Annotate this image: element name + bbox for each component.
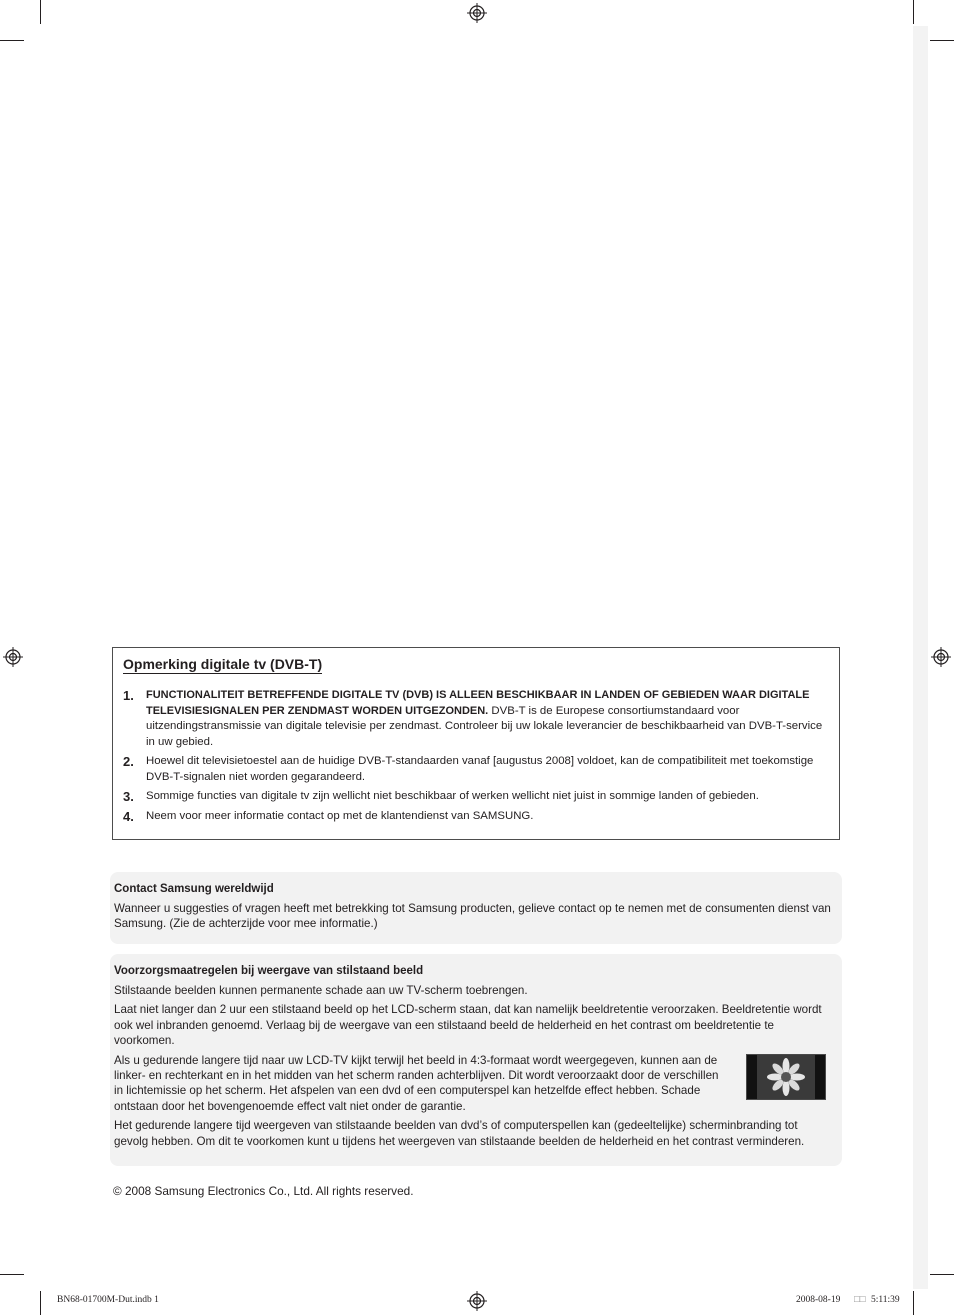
list-item-number: 2. (123, 754, 134, 769)
list-item-number: 3. (123, 789, 134, 804)
crop-mark (40, 1291, 41, 1315)
footer-date: 2008-08-19 (796, 1295, 841, 1305)
dvb-note-list (123, 688, 833, 828)
tv-screen-image (746, 1054, 826, 1100)
list-item (123, 688, 833, 750)
precautions-box (110, 954, 842, 1166)
list-item-text: Neem voor meer informatie contact op met de klantendienst van SAMSUNG. (146, 809, 534, 822)
copyright-notice: © 2008 Samsung Electronics Co., Ltd. All rights reserved. (113, 1184, 414, 1198)
list-item (123, 809, 833, 825)
precautions-paragraph: Als u gedurende langere tijd naar uw LCD-TV kijkt terwijl het beeld in 4:3-formaat wordt weergegeven, kunnen aan de linker- en rechterkant en in het midden van het scherm randen achterblijven. Dit wordt veroorzaakt door de verschillen in lichtemissie op het scherm. Het afspelen van een dvd of een computerspel kan hetzelfde effect hebben. Schade ontstaan door het bovengenoemde effect valt niet onder de garantie. (114, 1053, 719, 1113)
precautions-paragraph: Het gedurende langere tijd weergeven van stilstaande beelden van dvd’s of computerspellen kan (gedeeltelijke) scherminbranding tot gevolg hebben. Om dit te voorkomen kunt u tijdens het weergeven van stilstaande beelden de helderheid en het contrast verminderen. (114, 1119, 805, 1148)
list-item-text: Sommige functies van digitale tv zijn wellicht niet beschikbaar of werken wellicht niet juist in sommige landen of gebieden. (146, 790, 759, 802)
crop-mark (40, 0, 41, 24)
precautions-title: Voorzorgsmaatregelen bij weergave van stilstaand beeld (114, 965, 424, 977)
footer-glyph-icon: □□ (854, 1295, 866, 1305)
page-side-strip (913, 26, 928, 1289)
registration-mark-icon (467, 3, 487, 23)
crop-mark (913, 0, 914, 24)
list-item-number: 1. (123, 688, 134, 703)
crop-mark (0, 40, 24, 41)
crop-mark (913, 1291, 914, 1315)
list-item-text: Hoewel dit televisietoestel aan de huidige DVB-T-standaarden vanaf [augustus 2008] voldoet, kan de compatibiliteit met toekomstige DVB-T-signalen niet worden gegarandeerd. (146, 755, 814, 783)
dvb-note-title: Opmerking digitale tv (DVB-T) (123, 656, 323, 672)
footer-time: 5:11:39 (871, 1295, 900, 1305)
list-item-caps-text: FUNCTIONALITEIT BETREFFENDE DIGITALE TV (DVB) IS ALLEEN BESCHIKBAAR IN LANDEN OF GEBIEDEN WAAR DIGITALE TELEVISIESIGNALEN PER ZENDMAST WORDEN UITGEZONDEN. (146, 689, 810, 717)
list-item (123, 754, 833, 785)
registration-mark-icon (3, 647, 23, 667)
contact-title: Contact Samsung wereldwijd (114, 883, 274, 895)
registration-mark-icon (931, 647, 951, 667)
crop-mark (930, 40, 954, 41)
registration-mark-icon (467, 1291, 487, 1311)
crop-mark (930, 1274, 954, 1275)
precautions-paragraph: Stilstaande beelden kunnen permanente schade aan uw TV-scherm toebrengen. (114, 984, 528, 997)
list-item-text: DVB-T is de Europese consortiumstandaard voor uitzendingstransmissie van digitale televisie per zendmast. Controleer bij uw lokale leverancier de beschikbaarheid van DVB-T-service in uw gebied. (146, 704, 823, 748)
contact-box (110, 872, 842, 944)
crop-mark (0, 1274, 24, 1275)
footer-file-name: BN68-01700M-Dut.indb 1 (57, 1295, 159, 1305)
flower-image-icon (747, 1055, 825, 1099)
dvb-note-box (112, 647, 840, 840)
contact-text: Wanneer u suggesties of vragen heeft met betrekking tot Samsung producten, gelieve contact op te nemen met de consumenten dienst van Samsung. (Zie de achterzijde voor mee informatie.) (114, 902, 831, 931)
list-item-number: 4. (123, 808, 134, 824)
precautions-paragraph: Laat niet langer dan 2 uur een stilstaand beeld op het LCD-scherm staan, dat kan namelijk beeldretentie veroorzaken. Beeldretentie wordt ook wel inbranden genoemd. Verlaag bij de weergave van een stilstaand beeld de helderheid en het contrast om beeldretentie te voorkomen. (114, 1003, 822, 1048)
list-item (123, 789, 833, 805)
